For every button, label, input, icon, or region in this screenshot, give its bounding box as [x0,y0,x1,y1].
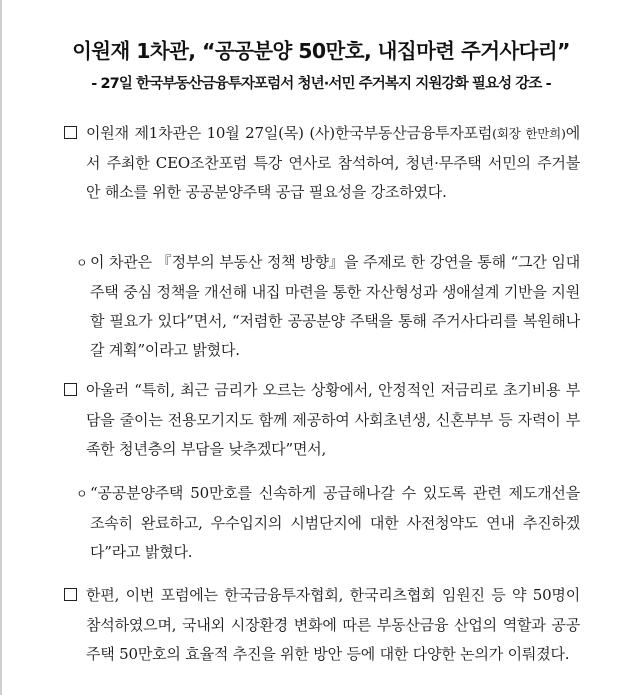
square-bullet-icon [64,582,86,611]
circle-bullet-icon: ㅇ [76,487,88,501]
square-bullet-icon [64,377,86,406]
headline: 이원재 1차관, “공공분양 50만호, 내집마련 주거사다리” [72,39,570,63]
paragraph-3-text: 아울러 “특히, 최근 금리가 오르는 상황에서, 안정적인 저금리로 초기비용 부담을 줄이는 전용모기지도 함께 제공하여 사회초년생, 신혼부부 등 자력이 부족한 청년층의 부담을 낮추겠다”면서, [86,381,580,458]
paragraph-1-text-small: (회장 한만희) [492,126,566,141]
page-left-border [0,0,2,695]
paragraph-2-text: 이 차관은 『정부의 부동산 정책 방향』을 주제로 한 강연을 통해 “그간 임대주택 중심 정책을 개선해 내집 마련을 통한 자산형성과 생애설계 기반을 지원할 필요가 있다”면서, “저렴한 공공분양 주택을 통해 주거사다리를 복원해나갈 계획”이라고 밝혔다. [90,253,580,359]
subheadline: - 27일 한국부동산금융투자포럼서 청년·서민 주거복지 지원강화 필요성 강조 - [91,76,551,92]
paragraph-5-text: 한편, 이번 포럼에는 한국금융투자협회, 한국리츠협회 임원진 등 약 50명이 참석하였으며, 국내외 시장환경 변화에 따른 부동산금융 산업의 역할과 공공주택 50만호의 효율적 추진을 위한 방안 등에 대한 다양한 논의가 이뤄졌다. [86,586,580,663]
square-bullet-icon [64,120,86,149]
circle-bullet-icon: ㅇ [76,256,88,270]
paragraph-4 [76,479,580,567]
paragraph-1 [64,119,580,207]
paragraph-4-text: “공공분양주택 50만호를 신속하게 공급해나갈 수 있도록 관련 제도개선을 조속히 완료하고, 우수입지의 시범단지에 대한 사전청약도 연내 추진하겠다”라고 밝혔다. [90,484,580,561]
paragraph-1-text-a: 이원재 제1차관은 10월 27일(목) (사)한국부동산금융투자포럼 [86,124,493,142]
paragraph-3 [64,376,580,464]
paragraph-5 [64,581,580,669]
paragraph-1-text-b: 에서 주최한 CEO조찬포럼 특강 연사로 참석하여, 청년·무주택 서민의 주거불안 해소를 위한 공공분양주택 공급 필요성을 강조하였다. [86,124,580,201]
paragraph-2 [76,248,580,365]
